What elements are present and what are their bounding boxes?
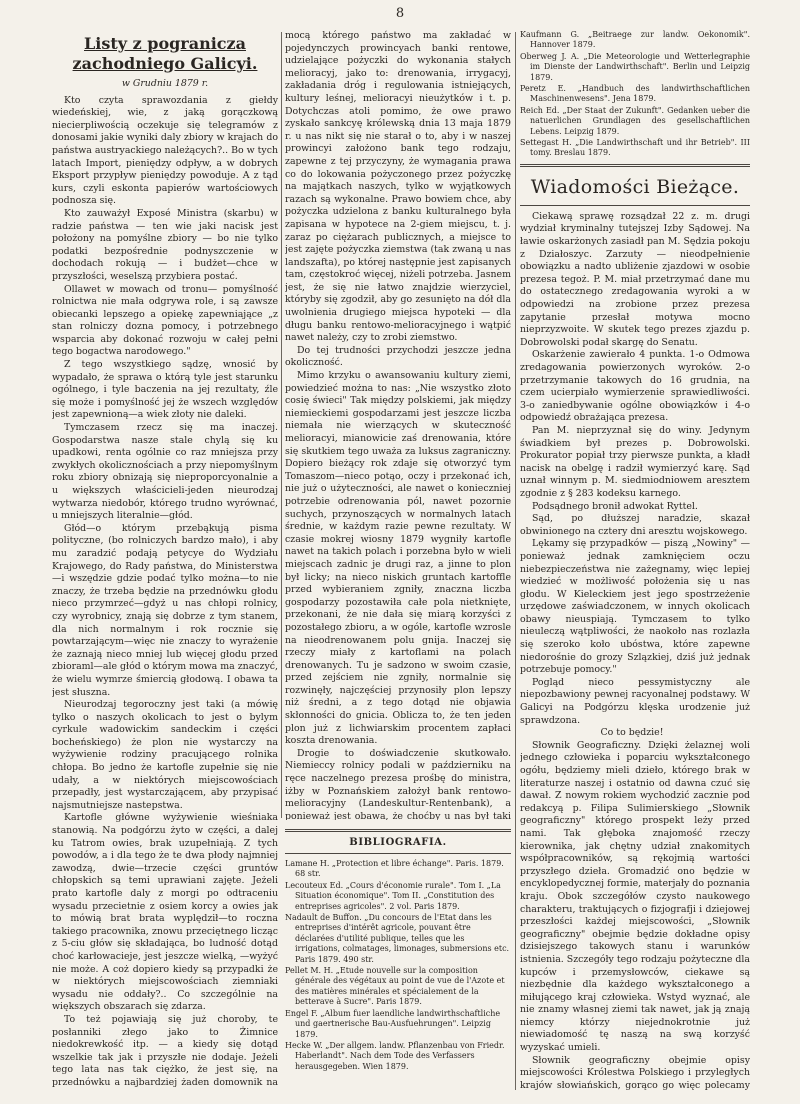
column-1 xyxy=(52,30,278,1090)
bibliography-entry: Oberweg J. A. „Die Meteorologie und Wetterlegraphie im Dienste der Landwirthschaft". Berlin und Leipzig 1879. xyxy=(520,51,750,82)
bibliography xyxy=(285,824,511,1073)
paragraph: Lękamy się przypadków — piszą „Nowiny" — ponieważ jednak zamknięciem oczu niebezpieczeństwa nie zażegnamy, więc lepiej wiedzieć w możliwość położenia się u nas głodu. W Kieleckiem jest jego spostrzeżenie urzędowe zaświadczonem, w innych okolicach obawy nieuspiają. Tymczasem to tylko nieuleczą wątpliwości, że naokoło nas rozlazła się szeroko koło ubóstwa, które zapewne niedorośnie do grozy Szlązkiej, dziś już jednak potrzebuje pomocy." xyxy=(520,538,750,676)
column-rule-left xyxy=(281,32,282,818)
bibliography-entry: Reich Ed. „Der Staat der Zukunft". Gedanken ueber die natuerlichen Grundlagen des gesellschaftlichen Lebens. Leipzig 1879. xyxy=(520,105,750,136)
paragraph: Kartofle główne wyżywienie wieśniaka stanowią. Na podgórzu żyto w części, a dalej ku Tatrom owies, brak uzupełniają. Z tych powodów, a i dla tego że te dwa płody najmniej zawodzą, dwie—trzecie części gruntów chłopskich są temi uprawiani zajęte. Jeżeli prato kartofle daly z morgi po odtraceniu wysadu przecietnie z osiem korcy a owies jak to mówią brat brata wyplędził—to roczna takiego pracownika, znowu przeciętnego licząc z 5-ciu głów się składająca, bo ludność dotąd choć karłowacieje, jest jeszcze wielką, —wyżyć nie może. A coż dopiero kiedy są przypadki że w niektórych miejscowościach ziemniaki wysadu nie oddały?.. Co szczególnie na większych obszarach się zdarza. xyxy=(52,812,278,1013)
bibliography-entry: Nadault de Buffon. „Du concours de l'Etat dans les entreprises d'intérêt agricole, pouvant être déclarées d'utilité publique, telles que les irrigations, colmatages, limonages, submersions etc. Paris 1879. 490 str. xyxy=(285,913,510,964)
paragraph: Mimo krzyku o awansowaniu kultury ziemi, powiedzieć można to nas: „Nie wszystko złoto cosię świeci" Tak między polskiemi, jak między niemieckiemi gospodarzami jest jeszcze liczba niemała nie wierzących w skuteczność melioracyi, mianowicie zaś drenowania, które się skutkiem tego uważa za luksus zagraniczny. Dopiero bieżący rok zdaje się otworzyć tym Tomaszom—nieco potąo, oczy i przekonać ich, nie już o użyteczności, ale nawet o konieczniej potrzebie odrenowania pól, nawet pozornie suchych, przynoszących w normalnych latach średnie, w każdym razie pewne rezultaty. W czasie mokrej wiosny 1879 wygniły kartofle nawet na takich polach i porzebna było w wieli miejscach zadnic je drugi raz, a jinne to plon był licky; na nieco niskich gruntach kartoffle przed wybieraniem zgniły, znaczna liczba gospodarzy pozostawiła całe pola nietknięte, przekonani, że nie dała się miarą korzyści z pozostałego zbioru, a w ogóle, kartofle wzrosle na nieodrenowanem polu gnija. Inaczej się rzeczy miały z kartoflami na polach drenowanych. Tu je sadzono w swoim czasie, przed zejściem nie zgniły, normalnie się rozwinęły, najczęściej przynosiły plon lepszy niż średni, a z tego dotąd nie objawia skłonności do gnicia. Oblicza to, że ten jeden plon już z lichwiarskim procentem zapłaci koszta drenowania. xyxy=(285,370,511,747)
bibliography-entry: Lecouteux Ed. „Cours d'économie rurale". Tom I. „La Situation économique". Tom II. „Constitution des entreprises agricoles". 2 vol. Paris 1879. xyxy=(285,880,501,911)
bibliography-entry: Lamane H. „Protection et libre échange". Paris. 1879. 68 str. xyxy=(285,859,504,879)
divider xyxy=(285,853,511,854)
divider xyxy=(520,164,750,167)
paragraph: Ollawet w mowach od tronu— pomyślność rolnictwa nie mała odgrywa role, i są zawsze obiecanki lepszego a opiekę zapewniające „z stan rolniczy dozna pomocy, i potrzebnego wsparcia aby dokonać rozwoju w całej pełni tego bogactwa narodowego." xyxy=(52,283,278,358)
paragraph: Sąd, po dłuższej naradzie, skazał obwinionego na cztery dni aresztu wojskowego. xyxy=(520,513,750,537)
paragraph: Kto czyta sprawozdania z giełdy wiedeńskiej, wie, z jaką gorączkową niecierpliwością oczekuje się telegramów z donosami jakie wyniki daly zbiory w krajach do państwa austryackiego należących?.. Bo w tych latach Import, pieniędzy odpływ, a w dobrych Eksport przypływ pieniędzy powoduje. A z tąd kurs, czyli eskonta papierów wartościowych podnosza się. xyxy=(52,94,278,207)
paragraph: Oskarżenie zawierało 4 punkta. 1-o Odmowa zredagowania powierzonych wyroków. 2-o przetrzymanie takowych do 16 grudnia, na czem ucierpiało wymierzenie sprawiedliwości. 3-o zaniedbywanie ogólne obowiązków i 4-o odpowiedź obrażająca prezesa. xyxy=(520,349,750,424)
bibliography-entry: Peretz E. „Handbuch des landwirthschaftlichen Maschinenwesens". Jena 1879. xyxy=(520,84,750,104)
article-title-galicia: Listy z pogranicza zachodniego Galicyi. xyxy=(72,34,258,73)
paragraph: Do tej trudności przychodzi jeszcze jedna okoliczność. xyxy=(285,344,511,369)
bibliography-title: BIBLIOGRAFIA. xyxy=(349,837,447,848)
paragraph: mocą którego państwo ma zakładać w pojedynczych prowincyach banki rentowe, udzielające pożyczki do wykonania stałych melioracyj, jako to: drenowania, irrygacyj, zakładania dróg i regulowania istniejących, kultury leśnej, melioracyi nieużytków i t. p. Dotychczas atoli pomimo, że owe prawo zyskało sankcyę królewską dnia 13 maja 1879 r. u nas nikt się nie starał o to, aby i w naszej prowincyi założono bank tego rodzaju, zapewne z tej przyczyny, że wymagania prawa co do lokowania pożyczonego przez pożyczkę na majątkach naszych, tylko w wyjątkowych razach są wykonalne. Prawo bowiem chce, aby pożyczka udzielona z banku kulturalnego była zapisana w hypotece na 2-giem miejscu, t. j. zaraz po ciężarach publicznych, a miejsce to jest zajęte pożyczka ziemstwa (tak zwaną u nas landszafta), po której następnie jest zapisanych tam, częstokroć więcej, niżeli potrzeba. Jasnem jest, że się nie łatwo znajdzie wierzyciel, któryby się zgodził, aby go zesunięto na dół dla uwolnienia drugiego miejsca hypoteki — dla długu banku rentowo-melioracyjnego i wątpić nawet należy, czy to zrobi ziemstwo. xyxy=(285,30,511,344)
paragraph: Co to będzie! xyxy=(600,727,664,739)
paragraph: Ciekawą sprawę rozsądzał 22 z. m. drugi wydział kryminalny tutejszej Izby Sądowej. Na ławie oskarżonych zasiadł pan M. Sędzia pokoju z Działoszyc. Zarzuty — nieodpełnienie obowiązku a nadto ubliżenie zjazdowi w osobie prezesa tegoż. P. M. miał przetrzymać dane mu do ostatecznego zredagowania wyroki a w odpowiedzi na zrobione przez prezesa zapytanie przesłał motywa mocno nieprzyzwoite. W skutek tego prezes zjazdu p. Dobrowolski podał skargę do Senatu. xyxy=(520,210,750,348)
column-2 xyxy=(285,30,511,820)
paragraph: Drogie to doświadczenie skutkowało. Niemieccy rolnicy podali w październiku na ręce naczelnego prezesa prośbę do ministra, iżby w Poznańskiem założył bank rentowo-melioracyjny (Landeskultur-Rentenbank), a ponieważ jest obawa, że choćby u nas był taki xyxy=(285,747,511,820)
bibliography-entry: Settegast H. „Die Landwirthschaft und ihr Betrieb". III tomy. Breslau 1879. xyxy=(520,138,750,158)
paragraph: Słownik Geograficzny. Dzięki żelaznej woli jednego człowieka i poparciu wykształconego ogółu, będziemy mieli dzieło, którego brak w literaturze naszej i ostatnio od dawna czuć się dawał. Z nowym rokiem wychodzić zacznie pod redakcyą p. Filipa Sulimierskiego „Słownik geograficzny" którego prospekt leży przed nami. Tak głęboka znajomość rzeczy kierownika, jak chętny udział znakomitych współpracowników, są rękojmią wartości przyszłego dzieła. Gromadzić ono będzie w encyklopedycznej formie, materjały do poznania kraju. Obok szczegółów czysto naukowego charakteru, traktujących o fizjografji i dziejowej przeszłości każdej miejscowości, „Słownik geograficzny" obejmie będzie dokładne opisy dzisiejszego takowych stanu i warunków istnienia. Szczegóły tego rodzaju pożyteczne dla kupców i przemysłowców, ciekawe są niezbędnie dla każdego wykształconego a miłującego kraj człowieka. Wstyd wyznać, ale nie znamy własnej ziemi tak nawet, jak ją znają niemcy którzy niejednokrotnie już niewiadomość tę naszą na swą korzyść wyzyskać umieli. xyxy=(520,739,750,1054)
bibliography-entry: Hecke W. „Der allgem. landw. Pflanzenbau von Friedr. Haberlandt". Nach dem Tode des Verfassers herausgegeben. Wien 1879. xyxy=(285,1040,505,1071)
paragraph: Z tego wszystkiego sądzę, wnosić by wypadało, że sprawa o którą tyle jest starunku ogólnego, i tyle baczenia na jej rezultaty, źle się może i pomyślność jej że wszech względów jest zapewnioną—a wiek złoty nie daleki. xyxy=(52,359,278,421)
paragraph: Kto zauważył Exposé Ministra (skarbu) w radzie państwa — ten wie jaki nacisk jest położony na pomyślne zbiory — bo nie tylko podatki bezpośrednie podnyszczenie w dochodach rokują — i budżet—chce w przyszłości, weselszą przybiera postać. xyxy=(52,207,278,282)
paragraph: Tymczasem rzecz się ma inaczej. Gospodarstwa nasze stale chylą się ku upadkowi, renta ogólnie co raz mniejsza przy zwykłych okolicznościach a przy niepomyślnym roku zbiory obnizają się nieproporcyonalnie a u większych właścicieli-jeden nieurodzaj wytwarza niedobór, którego trudno wyrównać, u mniejszych literalnie—głód. xyxy=(52,422,278,522)
dateline: w Grudniu 1879 r. xyxy=(121,78,209,89)
page-number: 8 xyxy=(395,6,405,21)
column-rule-right xyxy=(515,32,516,1090)
paragraph: Podsądnego bronił adwokat Ryttel. xyxy=(532,500,698,512)
bibliography-entry: Kaufmann G. „Beitraege zur landw. Oekonomik". Hannover 1879. xyxy=(520,30,750,50)
paragraph: To też pojawiają się już choroby, te posłanniki złego jako to Żimnice niedokrewkość itp. — a kiedy się dotąd wszelkie tak jak i przyszłe nie dodaje. Jeżeli tego lata nas tak ciężko, że jest się, na przednówku a najbardziej żaden domownik na xyxy=(52,1013,278,1088)
section-heading-news: Wiadomości Bieżące. xyxy=(530,175,740,198)
bibliography-entry: Pellet M. H. „Etude nouvelle sur la composition générale des végétaux au point de vue de l'Azote et des matières minérales et spécialement de la betterave à Sucre". Paris 1879. xyxy=(285,966,505,1007)
paragraph: Pogląd nieco pessymistyczny ale niepozbawiony pewnej racyonalnej podstawy. W Galicyi na Podgórzu klęska urodzenie już sprawdzona. xyxy=(520,676,750,726)
column-3 xyxy=(520,30,750,1090)
paragraph: Głód—o którym przebąkują pisma polityczne, (bo rolniczych bardzo mało), i aby mu zaradzić podają petycye do Wydziału Krajowego, do Rady państwa, do Ministerstwa—i wszędzie gdzie podać tylko można—to nie znaczy, że trzeba będzie na przednówku głodu nieco przymrzeć—gdyż u nas chłopi rolnicy, czy wyrobnicy, znają się dobrze z tym stanem, dla nich normalnym i rok rocznie się powtarzającym—więc nie znaczy to wyrażenie że zaznają nieco mniej lub więcej głodu przed zbioraml—ale głód o którym mowa ma znaczyć, że wielu wymrze śmiercią głodową. I obawa ta jest słuszna. xyxy=(52,522,278,698)
bibliography-entry: Engel F. „Album fuer laendliche landwirthschaftliche und gaertnerische Bau-Ausfuehrungen". Leipzig 1879. xyxy=(285,1008,501,1039)
paragraph: Pan M. nieprzyznał się do winy. Jedynym świadkiem był prezes p. Dobrowolski. Prokurator popiał trzy pierwsze punkta, a kładł nacisk na obelgę i radził wymierzyć karę. Sąd uznał winnym p. M. siedmiodniowem aresztem zgodnie z § 283 kodeksu karnego. xyxy=(520,424,750,499)
divider xyxy=(520,205,750,206)
divider xyxy=(285,829,511,832)
paragraph: Słownik geograficzny obejmie opisy miejscowości Królestwa Polskiego i przyległych krajów słowiańskich, gorąco go więc polecamy xyxy=(520,1054,750,1090)
paragraph: Nieurodzaj tegoroczny jest taki (a mówię tylko o naszych okolicach to jest o bylym cyrkule wadowickim sandeckim i części bocheńskiego) że plon nie wystarczy na wyżywienie rodziny pracującego rolnika chłopa. Bo jedno że kartofle zupełnie się nie udały, a w niektórych miejscowościach przepadły, jest wystarczającem, aby przypisać najsmutniejsze nastepstwa. xyxy=(52,699,278,811)
